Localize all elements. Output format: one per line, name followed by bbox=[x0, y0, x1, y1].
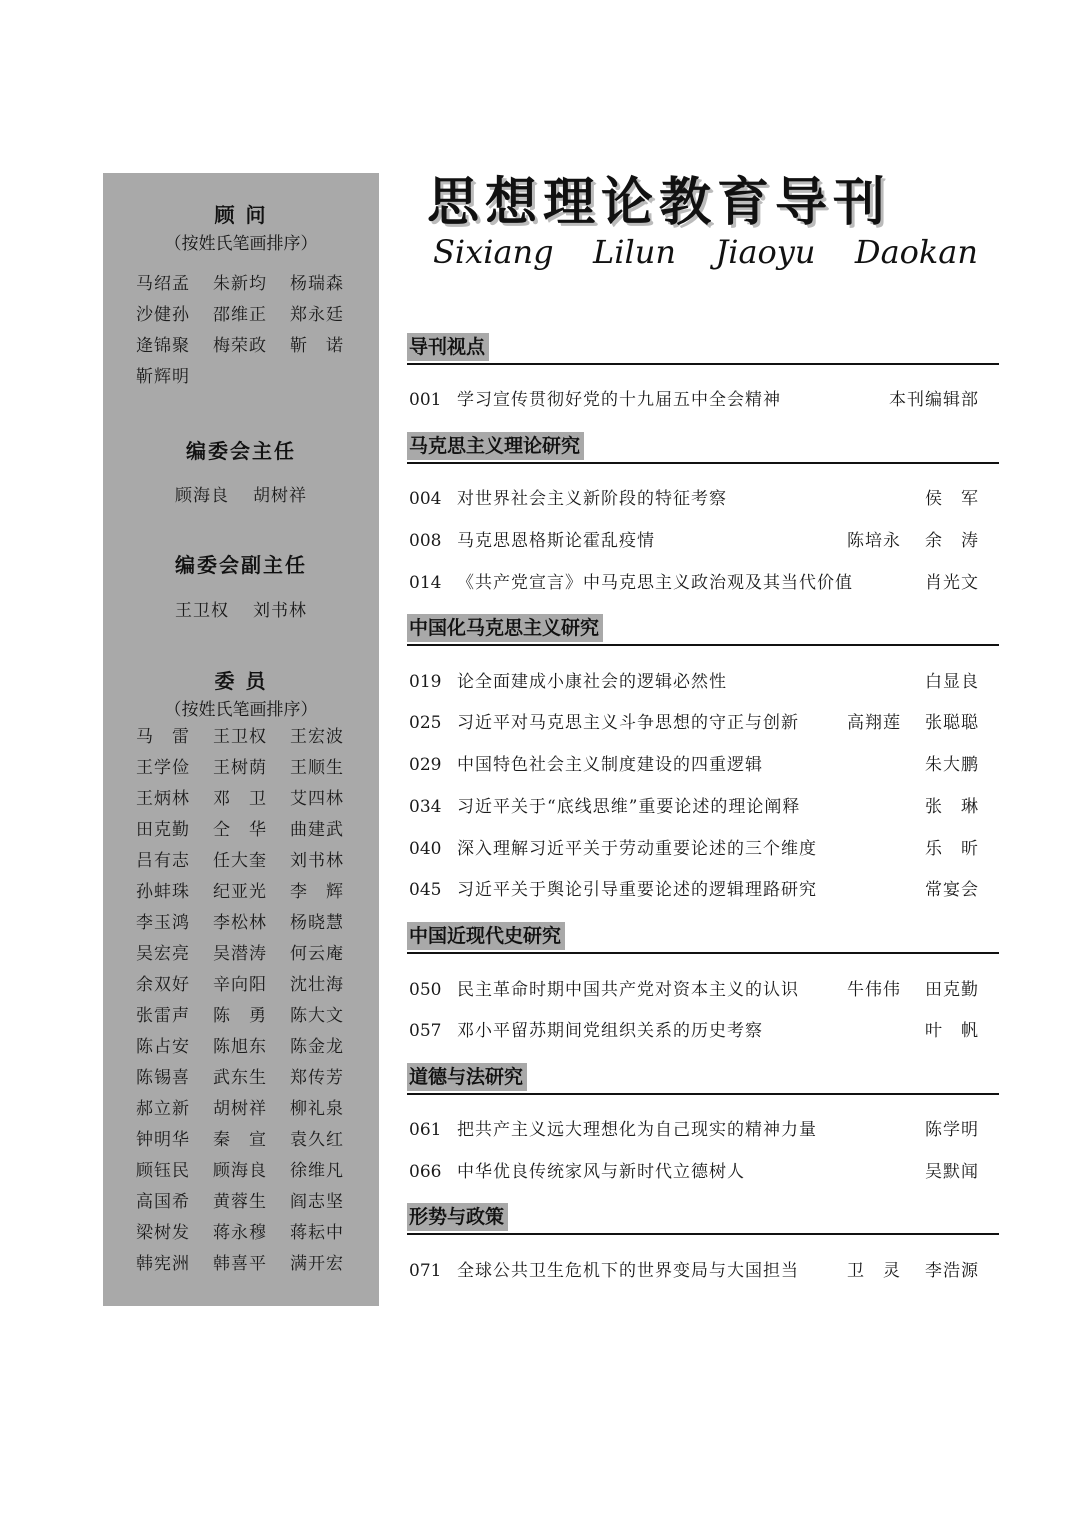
board-member-name: 韩宪洲 bbox=[136, 1254, 190, 1274]
board-member-name: 武东生 bbox=[213, 1068, 267, 1088]
members-sort-note: （按姓氏笔画排序） bbox=[164, 700, 318, 720]
board-member-name: 田克勤 bbox=[136, 820, 190, 840]
page-number: 050 bbox=[409, 980, 442, 1000]
board-member-name: 柳礼泉 bbox=[290, 1099, 344, 1119]
board-member-name: 胡树祥 bbox=[213, 1099, 267, 1119]
page-number: 045 bbox=[409, 880, 442, 900]
article-title: 对世界社会主义新阶段的特征考察 bbox=[457, 489, 727, 509]
editorial-board-sidebar bbox=[103, 173, 379, 1306]
article-author: 陈培永 bbox=[847, 531, 901, 551]
board-member-name: 韩喜平 bbox=[213, 1254, 267, 1274]
page-number: 014 bbox=[409, 573, 442, 593]
article-author: 肖光文 bbox=[925, 573, 979, 593]
board-member-name: 杨瑞森 bbox=[290, 274, 344, 294]
board-member-name: 刘书林 bbox=[290, 851, 344, 871]
page-number: 008 bbox=[409, 531, 442, 551]
article-title: 习近平关于“底线思维”重要论述的理论阐释 bbox=[457, 797, 801, 817]
article-title: 邓小平留苏期间党组织关系的历史考察 bbox=[457, 1021, 763, 1041]
article-entry bbox=[407, 834, 979, 864]
page-number: 066 bbox=[409, 1162, 442, 1182]
section-heading bbox=[407, 333, 999, 365]
pinyin-word: Lilun bbox=[593, 233, 676, 271]
board-member-name: 李 辉 bbox=[290, 882, 344, 902]
board-member-name: 逄锦聚 bbox=[136, 336, 190, 356]
board-member-name: 郑永廷 bbox=[290, 305, 344, 325]
section-heading bbox=[407, 1203, 999, 1235]
article-title: 深入理解习近平关于劳动重要论述的三个维度 bbox=[457, 839, 817, 859]
section-heading-label: 中国化马克思主义研究 bbox=[407, 614, 603, 642]
board-member-name: 吴潜涛 bbox=[213, 944, 267, 964]
article-title: 习近平对马克思主义斗争思想的守正与创新 bbox=[457, 713, 799, 733]
article-author: 叶 帆 bbox=[925, 1021, 979, 1041]
article-title: 习近平关于舆论引导重要论述的逻辑理路研究 bbox=[457, 880, 817, 900]
article-title: 民主革命时期中国共产党对资本主义的认识 bbox=[457, 980, 799, 1000]
article-author: 卫 灵 bbox=[847, 1261, 901, 1281]
page-number: 040 bbox=[409, 839, 442, 859]
members-heading: 委 员 bbox=[214, 669, 268, 693]
article-entry bbox=[407, 1157, 979, 1187]
section-heading bbox=[407, 1063, 999, 1095]
members-list bbox=[136, 722, 366, 1280]
board-member-name: 王卫权 bbox=[213, 727, 267, 747]
section-heading bbox=[407, 922, 999, 954]
board-member-name: 杨晓慧 bbox=[290, 913, 344, 933]
article-author: 张聪聪 bbox=[925, 713, 979, 733]
board-member-name: 仝 华 bbox=[213, 820, 267, 840]
board-member-name: 秦 宣 bbox=[213, 1130, 267, 1150]
article-author: 白显良 bbox=[925, 672, 979, 692]
article-author: 张 琳 bbox=[925, 797, 979, 817]
board-member-name: 靳辉明 bbox=[136, 367, 190, 387]
board-member-name: 艾四林 bbox=[290, 789, 344, 809]
article-author: 侯 军 bbox=[925, 489, 979, 509]
board-member-name: 曲建武 bbox=[290, 820, 344, 840]
vice-director-names bbox=[103, 596, 379, 621]
board-member-name: 王学俭 bbox=[136, 758, 190, 778]
board-member-name: 蒋耘中 bbox=[290, 1223, 344, 1243]
board-member-name: 梅荣政 bbox=[213, 336, 267, 356]
vice-director-name: 刘书林 bbox=[253, 601, 307, 621]
page-number: 071 bbox=[409, 1261, 442, 1281]
board-member-name: 徐维凡 bbox=[290, 1161, 344, 1181]
article-entry bbox=[407, 667, 979, 697]
article-title: 全球公共卫生危机下的世界变局与大国担当 bbox=[457, 1261, 799, 1281]
director-names bbox=[103, 481, 379, 506]
board-member-name: 吴宏亮 bbox=[136, 944, 190, 964]
pinyin-word: Daokan bbox=[854, 233, 978, 271]
board-member-name: 孙蚌珠 bbox=[136, 882, 190, 902]
section-heading-label: 马克思主义理论研究 bbox=[407, 432, 584, 460]
page-number: 061 bbox=[409, 1120, 442, 1140]
section-heading bbox=[407, 432, 999, 464]
board-member-name: 王炳林 bbox=[136, 789, 190, 809]
article-author: 余 涛 bbox=[925, 531, 979, 551]
article-entry bbox=[407, 975, 979, 1005]
article-entry bbox=[407, 385, 979, 415]
section-heading-label: 中国近现代史研究 bbox=[407, 922, 565, 950]
board-member-name: 朱新均 bbox=[213, 274, 267, 294]
vice-director-heading: 编委会副主任 bbox=[175, 553, 307, 577]
page-number: 057 bbox=[409, 1021, 442, 1041]
page-number: 019 bbox=[409, 672, 442, 692]
section-heading-label: 导刊视点 bbox=[407, 333, 489, 361]
article-author: 常宴会 bbox=[925, 880, 979, 900]
board-member-name: 顾海良 bbox=[213, 1161, 267, 1181]
board-member-name: 任大奎 bbox=[213, 851, 267, 871]
board-member-name: 何云庵 bbox=[290, 944, 344, 964]
board-member-name: 王宏波 bbox=[290, 727, 344, 747]
board-member-name: 袁久红 bbox=[290, 1130, 344, 1150]
article-title: 《共产党宣言》中马克思主义政治观及其当代价值 bbox=[457, 573, 853, 593]
board-member-name: 阎志坚 bbox=[290, 1192, 344, 1212]
board-member-name: 陈锡喜 bbox=[136, 1068, 190, 1088]
director-heading: 编委会主任 bbox=[186, 439, 296, 463]
board-member-name: 陈占安 bbox=[136, 1037, 190, 1057]
page-number: 029 bbox=[409, 755, 442, 775]
board-member-name: 蒋永穆 bbox=[213, 1223, 267, 1243]
article-author: 吴默闻 bbox=[925, 1162, 979, 1182]
article-title: 马克思恩格斯论霍乱疫情 bbox=[457, 531, 655, 551]
article-title: 把共产主义远大理想化为自己现实的精神力量 bbox=[457, 1120, 817, 1140]
article-entry bbox=[407, 1256, 979, 1286]
article-title: 中华优良传统家风与新时代立德树人 bbox=[457, 1162, 745, 1182]
board-member-name: 钟明华 bbox=[136, 1130, 190, 1150]
article-author: 乐 昕 bbox=[925, 839, 979, 859]
director-name: 顾海良 bbox=[175, 486, 229, 506]
board-member-name: 吕有志 bbox=[136, 851, 190, 871]
article-entry bbox=[407, 1115, 979, 1145]
article-author: 高翔莲 bbox=[847, 713, 901, 733]
board-member-name: 沙健孙 bbox=[136, 305, 190, 325]
board-member-name: 张雷声 bbox=[136, 1006, 190, 1026]
board-member-name: 王树荫 bbox=[213, 758, 267, 778]
article-title: 论全面建成小康社会的逻辑必然性 bbox=[457, 672, 727, 692]
director-name: 胡树祥 bbox=[253, 486, 307, 506]
article-entry bbox=[407, 568, 979, 598]
board-member-name: 陈金龙 bbox=[290, 1037, 344, 1057]
page-number: 034 bbox=[409, 797, 442, 817]
vice-director-name: 王卫权 bbox=[175, 601, 229, 621]
board-member-name: 高国希 bbox=[136, 1192, 190, 1212]
board-member-name: 纪亚光 bbox=[213, 882, 267, 902]
article-entry bbox=[407, 792, 979, 822]
board-member-name: 余双好 bbox=[136, 975, 190, 995]
pinyin-word: Jiaoyu bbox=[715, 233, 816, 271]
page-number: 004 bbox=[409, 489, 442, 509]
board-member-name: 郝立新 bbox=[136, 1099, 190, 1119]
article-author: 陈学明 bbox=[925, 1120, 979, 1140]
board-member-name: 陈大文 bbox=[290, 1006, 344, 1026]
board-member-name: 邵维正 bbox=[213, 305, 267, 325]
page-number: 025 bbox=[409, 713, 442, 733]
board-member-name: 郑传芳 bbox=[290, 1068, 344, 1088]
board-member-name: 顾钰民 bbox=[136, 1161, 190, 1181]
article-entry bbox=[407, 526, 979, 556]
article-entry bbox=[407, 1016, 979, 1046]
board-member-name: 梁树发 bbox=[136, 1223, 190, 1243]
article-title: 中国特色社会主义制度建设的四重逻辑 bbox=[457, 755, 763, 775]
article-entry bbox=[407, 875, 979, 905]
board-member-name: 满开宏 bbox=[290, 1254, 344, 1274]
board-member-name: 辛向阳 bbox=[213, 975, 267, 995]
board-member-name: 王顺生 bbox=[290, 758, 344, 778]
advisors-list bbox=[136, 269, 366, 393]
journal-title-pinyin bbox=[433, 233, 978, 273]
advisors-heading: 顾 问 bbox=[214, 203, 268, 227]
advisors-sort-note: （按姓氏笔画排序） bbox=[164, 234, 318, 254]
article-entry bbox=[407, 750, 979, 780]
board-member-name: 陈 勇 bbox=[213, 1006, 267, 1026]
journal-title-chinese: 思想理论教育导刊 bbox=[427, 172, 892, 233]
board-member-name: 李松林 bbox=[213, 913, 267, 933]
article-entry bbox=[407, 484, 979, 514]
article-author: 李浩源 bbox=[925, 1261, 979, 1281]
article-entry bbox=[407, 708, 979, 738]
article-title: 学习宣传贯彻好党的十九届五中全会精神 bbox=[457, 390, 781, 410]
board-member-name: 沈壮海 bbox=[290, 975, 344, 995]
article-author: 田克勤 bbox=[925, 980, 979, 1000]
board-member-name: 黄蓉生 bbox=[213, 1192, 267, 1212]
board-member-name: 马绍孟 bbox=[136, 274, 190, 294]
board-member-name: 邓 卫 bbox=[213, 789, 267, 809]
article-author: 牛伟伟 bbox=[847, 980, 901, 1000]
article-author: 朱大鹏 bbox=[925, 755, 979, 775]
section-heading-label: 道德与法研究 bbox=[407, 1063, 527, 1091]
page-number: 001 bbox=[409, 390, 442, 410]
section-heading-label: 形势与政策 bbox=[407, 1203, 508, 1231]
board-member-name: 李玉鸿 bbox=[136, 913, 190, 933]
board-member-name: 靳 诺 bbox=[290, 336, 344, 356]
pinyin-word: Sixiang bbox=[433, 233, 554, 271]
article-author: 本刊编辑部 bbox=[889, 390, 979, 410]
section-heading bbox=[407, 614, 999, 646]
board-member-name: 马 雷 bbox=[136, 727, 190, 747]
board-member-name: 陈旭东 bbox=[213, 1037, 267, 1057]
